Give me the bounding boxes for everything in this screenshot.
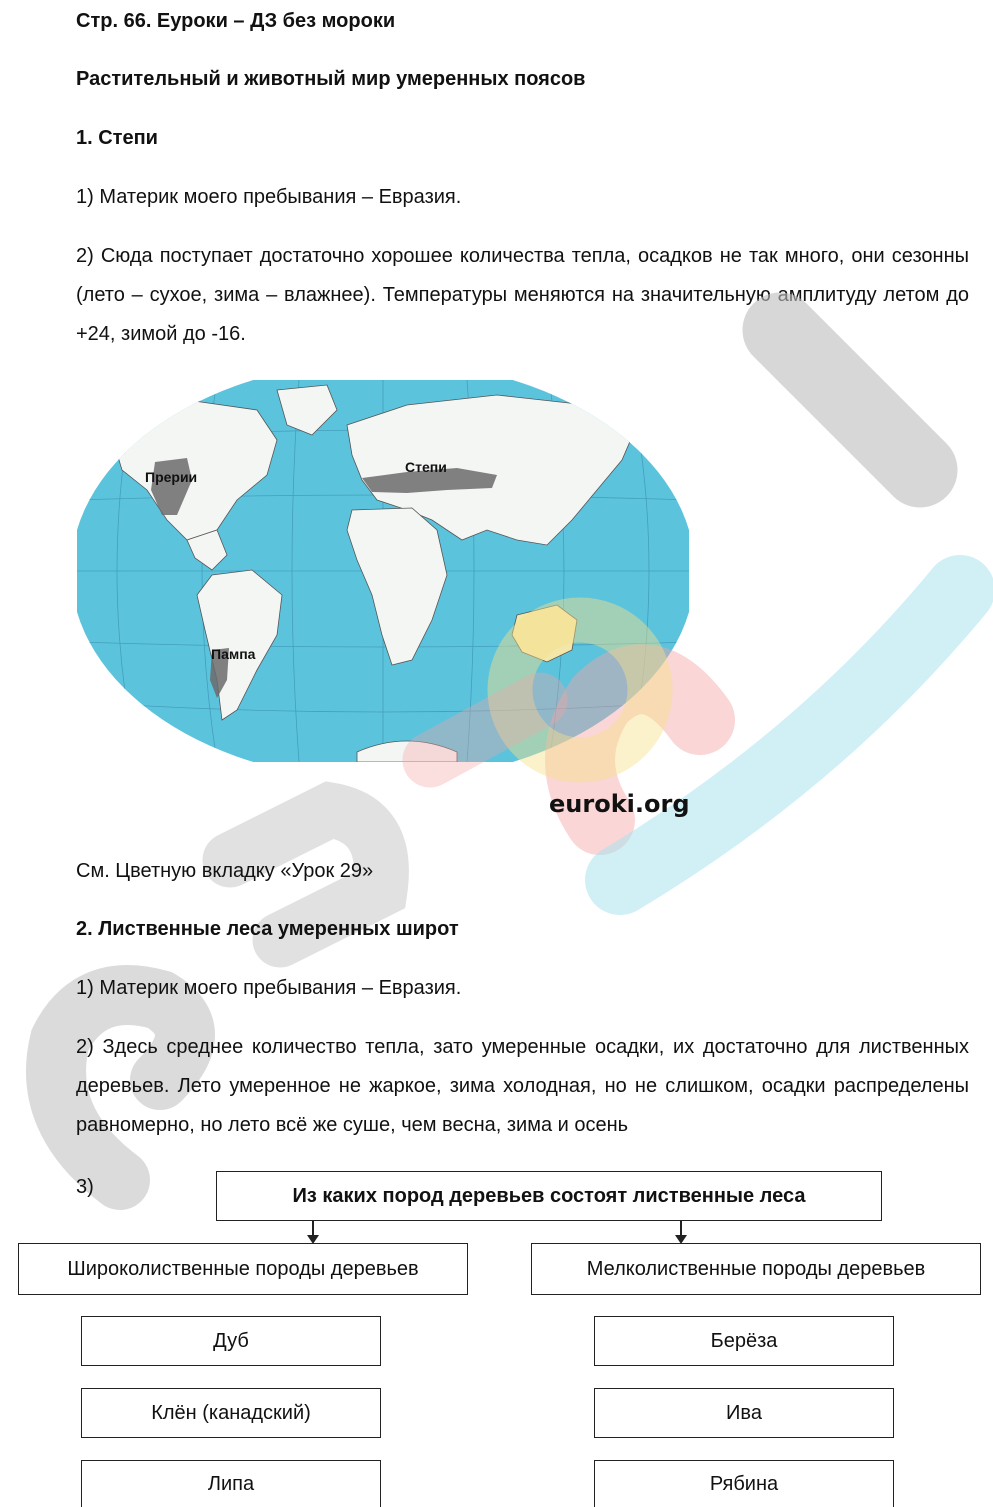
broadleaf-item-linden: Липа bbox=[81, 1460, 381, 1507]
forests-item-1: 1) Материк моего пребывания – Евразия. bbox=[76, 977, 462, 999]
site-logo-text: euroki.org bbox=[549, 790, 690, 818]
steppe-item-2: 2) Сюда поступает достаточно хорошее количества тепла, осадков не так много, они сезонны (лето – сухое, зима – влажнее). Температуры меняются на значительную амплитуду летом до +24, зимой до -16. bbox=[76, 245, 969, 345]
forests-heading: 2. Лиственные леса умеренных широт bbox=[76, 918, 459, 940]
map-label-pampa: Пампа bbox=[211, 646, 256, 662]
color-insert-note: См. Цветную вкладку «Урок 29» bbox=[76, 860, 374, 882]
map-label-prairies: Прерии bbox=[145, 469, 198, 485]
section-title: Растительный и животный мир умеренных поясов bbox=[76, 68, 586, 90]
broadleaf-item-maple: Клён (канадский) bbox=[81, 1388, 381, 1438]
broadleaf-title-box: Широколиственные породы деревьев bbox=[18, 1243, 468, 1295]
smallleaf-title-box: Мелколиственные породы деревьев bbox=[531, 1243, 981, 1295]
diagram-root-box: Из каких пород деревьев состоят лиственные леса bbox=[216, 1171, 882, 1221]
broadleaf-item-oak: Дуб bbox=[81, 1316, 381, 1366]
map-label-steppes: Степи bbox=[405, 459, 447, 475]
steppe-item-1: 1) Материк моего пребывания – Евразия. bbox=[76, 186, 462, 208]
smallleaf-item-rowan: Рябина bbox=[594, 1460, 894, 1507]
smallleaf-item-willow: Ива bbox=[594, 1388, 894, 1438]
page-title: Стр. 66. Еуроки – ДЗ без мороки bbox=[76, 10, 396, 32]
forests-item-3-label: 3) bbox=[76, 1176, 94, 1198]
forests-item-2: 2) Здесь среднее количество тепла, зато умеренные осадки, их достаточно для лиственных деревьев. Лето умеренное не жаркое, зима холодная, но не слишком, осадки распределены равномерно, но лето всё же суше, чем весна, зима и осень bbox=[76, 1036, 969, 1136]
world-map bbox=[77, 380, 689, 762]
arrow-right bbox=[680, 1221, 682, 1236]
steppe-heading: 1. Степи bbox=[76, 127, 158, 149]
arrow-left bbox=[312, 1221, 314, 1236]
smallleaf-item-birch: Берёза bbox=[594, 1316, 894, 1366]
